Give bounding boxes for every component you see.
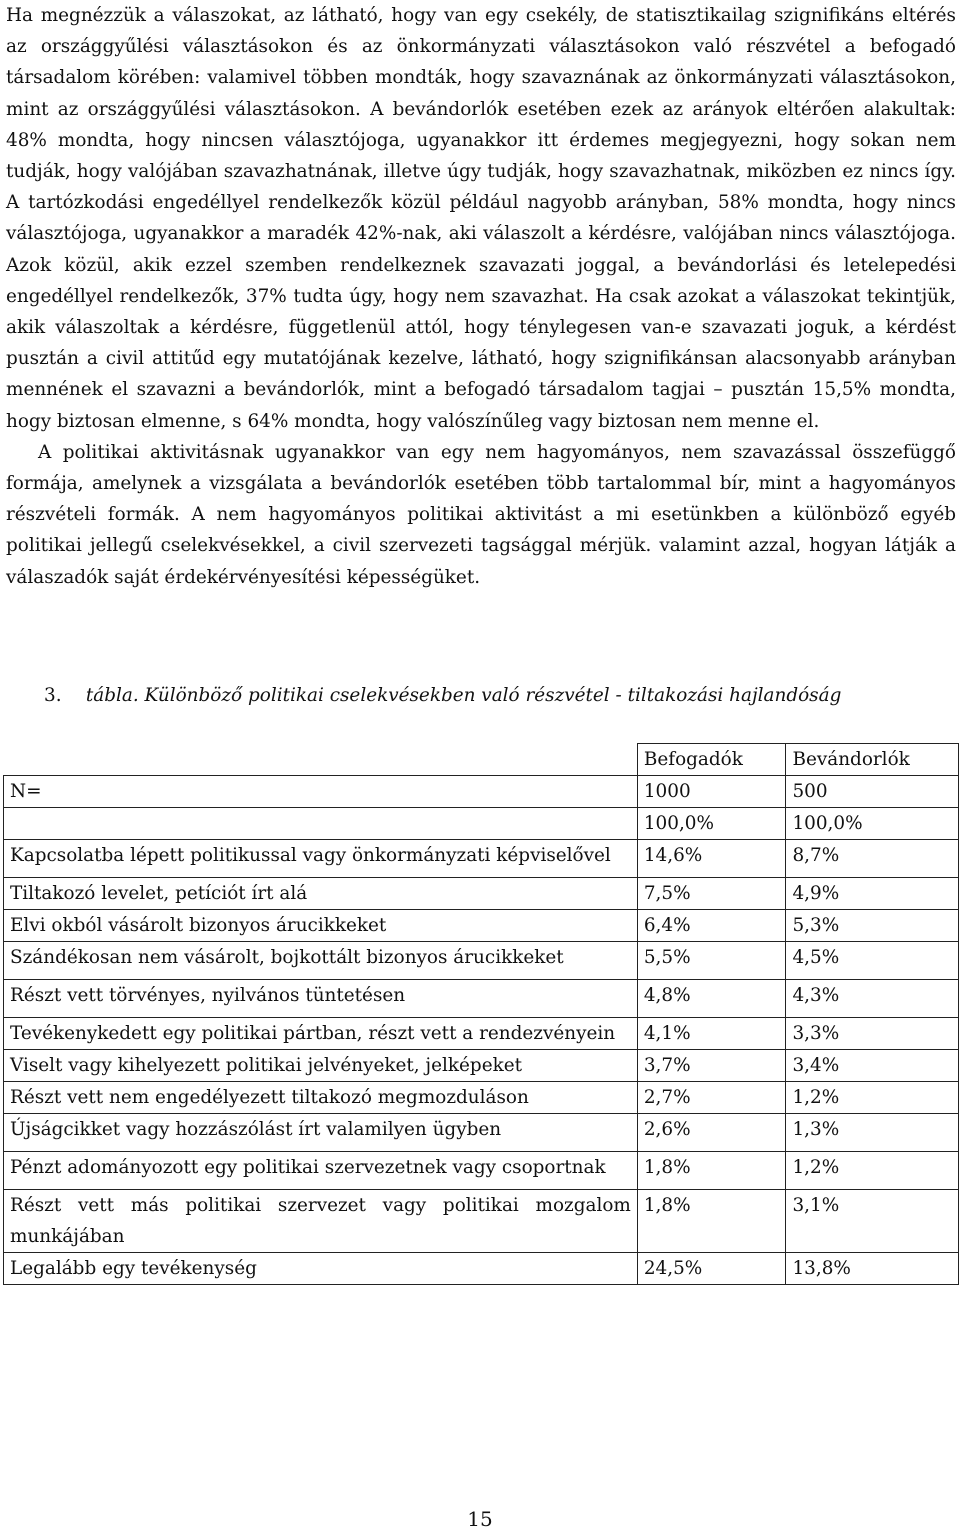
table-row — [4, 1114, 959, 1152]
table-cell: Kapcsolatba lépett politikussal vagy önkormányzati képviselővel — [4, 840, 638, 878]
table-cell: 4,1% — [637, 1018, 786, 1050]
table-cell: 1,2% — [786, 1082, 959, 1114]
table-cell: 3,7% — [637, 1050, 786, 1082]
table-caption — [44, 681, 944, 711]
body-text — [6, 0, 956, 593]
table-cell: Újságcikket vagy hozzászólást írt valamilyen ügyben — [4, 1114, 638, 1152]
table-cell: 4,5% — [786, 942, 959, 980]
table-row — [4, 1082, 959, 1114]
table-cell: 13,8% — [786, 1253, 959, 1285]
table-cell: 1000 — [637, 776, 786, 808]
table-cell: Tevékenykedett egy politikai pártban, részt vett a rendezvényein — [4, 1018, 638, 1050]
data-table — [3, 743, 959, 1285]
table-cell: Tiltakozó levelet, petíciót írt alá — [4, 878, 638, 910]
table-cell: Részt vett más politikai szervezet vagy politikai mozgalom munkájában — [4, 1190, 638, 1253]
table-cell: Pénzt adományozott egy politikai szervezetnek vagy csoportnak — [4, 1152, 638, 1190]
table-row — [4, 942, 959, 980]
header-cell: Befogadók — [637, 744, 786, 776]
table-cell: 3,3% — [786, 1018, 959, 1050]
table-row — [4, 1190, 959, 1253]
table-cell: 1,2% — [786, 1152, 959, 1190]
table-row — [4, 980, 959, 1018]
page-number: 15 — [467, 1507, 493, 1531]
table-cell: 500 — [786, 776, 959, 808]
table-cell: 2,6% — [637, 1114, 786, 1152]
table-cell: 5,3% — [786, 910, 959, 942]
table-cell: Viselt vagy kihelyezett politikai jelvényeket, jelképeket — [4, 1050, 638, 1082]
table-row — [4, 776, 959, 808]
table-cell: 100,0% — [786, 808, 959, 840]
table-word: tábla. — [85, 685, 139, 706]
table-row — [4, 878, 959, 910]
table-row — [4, 1253, 959, 1285]
table-row — [4, 1018, 959, 1050]
table-cell: 4,8% — [637, 980, 786, 1018]
table-row — [4, 840, 959, 878]
table-cell: 24,5% — [637, 1253, 786, 1285]
table-cell: 1,3% — [786, 1114, 959, 1152]
table-cell: Részt vett törvényes, nyilvános tüntetésen — [4, 980, 638, 1018]
table-cell: Szándékosan nem vásárolt, bojkottált bizonyos árucikkeket — [4, 942, 638, 980]
table-cell: Részt vett nem engedélyezett tiltakozó megmozduláson — [4, 1082, 638, 1114]
table-title: Különböző politikai cselekvésekben való részvétel - tiltakozási hajlandóság — [144, 685, 842, 706]
table-cell: Legalább egy tevékenység — [4, 1253, 638, 1285]
table-cell: 14,6% — [637, 840, 786, 878]
table-cell: 1,8% — [637, 1152, 786, 1190]
table-cell: 4,9% — [786, 878, 959, 910]
table-cell: Elvi okból vásárolt bizonyos árucikkeket — [4, 910, 638, 942]
table-row — [4, 808, 959, 840]
table-header-row — [4, 744, 959, 776]
table-cell: 2,7% — [637, 1082, 786, 1114]
table-row — [4, 1152, 959, 1190]
header-cell — [4, 744, 638, 776]
table-number: 3. — [44, 685, 62, 706]
table-cell: 6,4% — [637, 910, 786, 942]
table-cell: 3,4% — [786, 1050, 959, 1082]
table-cell: N= — [4, 776, 638, 808]
table-row — [4, 910, 959, 942]
table-row — [4, 1050, 959, 1082]
table-cell: 3,1% — [786, 1190, 959, 1253]
table-cell: 4,3% — [786, 980, 959, 1018]
table-cell: 5,5% — [637, 942, 786, 980]
header-cell: Bevándorlók — [786, 744, 959, 776]
table-cell: 8,7% — [786, 840, 959, 878]
table-cell: 1,8% — [637, 1190, 786, 1253]
table-cell: 7,5% — [637, 878, 786, 910]
table-cell: 100,0% — [637, 808, 786, 840]
paragraph: Ha megnézzük a válaszokat, az látható, hogy van egy csekély, de statisztikailag szignifikáns eltérés az országgyűlési választásokon és az önkormányzati választásokon való részvétel a befogadó társadalom körében: valamivel többen mondták, hogy szavaznának az önkormányzati választásokon, mint az országgyűlési választásokon. A bevándorlók esetében ezek az arányok eltérően alakultak: 48% mondta, hogy nincsen választójoga, ugyanakkor itt érdemes megjegyezni, hogy sokan nem tudják, hogy valójában szavazhatnának, illetve úgy tudják, hogy szavazhatnak, miközben ez nincs így. A tartózkodási engedéllyel rendelkezők közül például nagyobb arányban, 58% mondta, hogy nincs választójoga, ugyanakkor a maradék 42%-nak, aki válaszolt a kérdésre, valójában nincs választójoga. Azok közül, akik ezzel szemben rendelkeznek szavazati joggal, a bevándorlási és letelepedési engedéllyel rendelkezők, 37% tudta úgy, hogy nem szavazhat. Ha csak azokat a válaszokat tekintjük, akik válaszoltak a kérdésre, függetlenül attól, hogy ténylegesen van-e szavazati joguk, a kérdést pusztán a civil attitűd egy mutatójának kezelve, látható, hogy szignifikánsan alacsonyabb arányban mennének el szavazni a bevándorlók, mint a befogadó társadalom tagjai – pusztán 15,5% mondta, hogy biztosan elmenne, s 64% mondta, hogy valószínűleg vagy biztosan nem menne el. — [6, 5, 956, 432]
table-cell — [4, 808, 638, 840]
paragraph: A politikai aktivitásnak ugyanakkor van egy nem hagyományos, nem szavazással összefüggő formája, amelynek a vizsgálata a bevándorlók esetében több tartalommal bír, mint a hagyományos részvételi formák. A nem hagyományos politikai aktivitást a mi esetünkben a különböző egyéb politikai jellegű cselekvésekkel, a civil szervezeti tagsággal mérjük. valamint azzal, hogyan látják a válaszadók saját érdekérvényesítési képességüket. — [6, 441, 956, 588]
